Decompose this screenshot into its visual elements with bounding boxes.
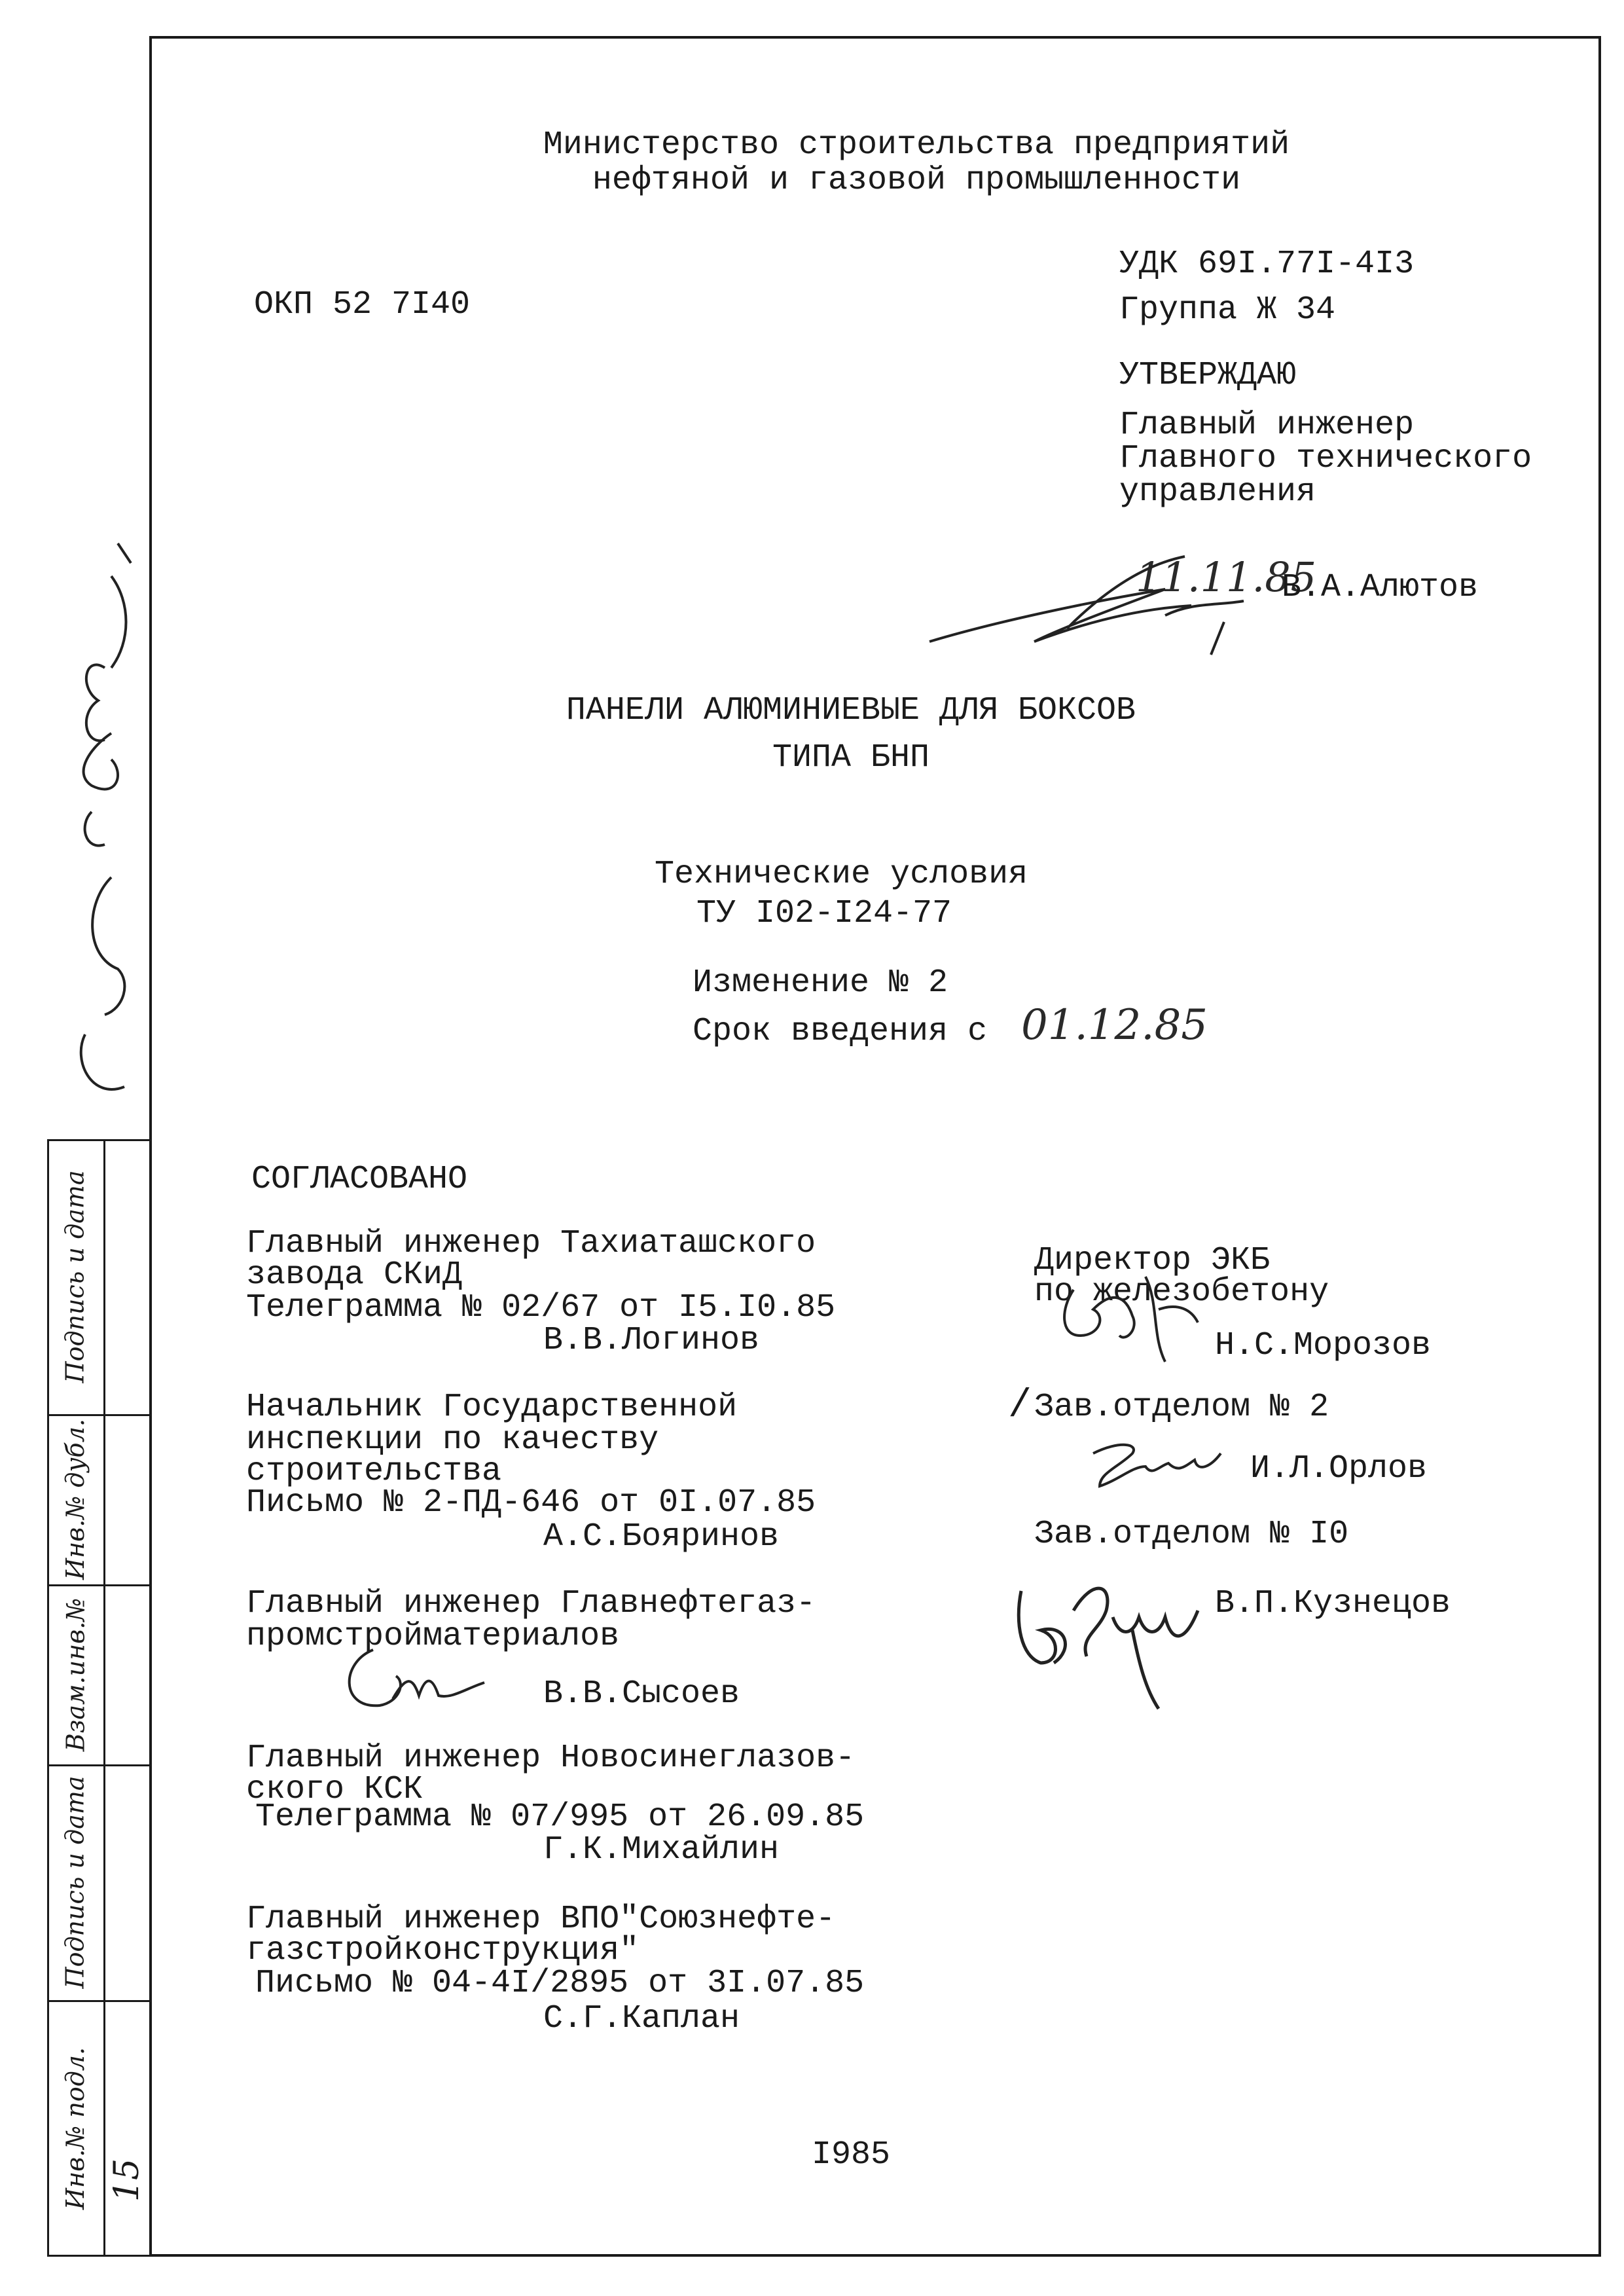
entry-line: Письмо № 2-ПД-646 от 0I.07.85	[246, 1484, 816, 1522]
entry-line: промстройматериалов	[246, 1618, 620, 1655]
approval-date-handwritten: 11.11.85	[1136, 553, 1317, 601]
entry-name: С.Г.Каплан	[543, 2000, 740, 2037]
sheet-number: 15	[107, 2158, 147, 2202]
entry-name: В.В.Логинов	[543, 1322, 760, 1359]
approval-name: В.А.Алютов	[1282, 569, 1479, 606]
entry-line: Главный инженер Новосинеглазов-	[246, 1740, 856, 1777]
signature-kuznetsov	[1001, 1565, 1237, 1722]
entry-line: Начальник Государственной	[246, 1389, 738, 1426]
director-name: Н.С.Морозов	[1215, 1327, 1432, 1364]
spec-change: Изменение № 2	[693, 964, 948, 1002]
spec-date-label: Срок введения с	[693, 1013, 988, 1050]
entry-line: строительства	[246, 1453, 502, 1490]
entry-line: Письмо № 04-4I/2895 от 3I.07.85	[255, 1965, 865, 2002]
agreed-label: СОГЛАСОВАНО	[251, 1161, 468, 1198]
ministry-line-1: Министерство строительства предприятий	[543, 126, 1290, 164]
ministry-line-2: нефтяной и газовой промышленности	[592, 162, 1241, 199]
slash-mark: /	[1008, 1384, 1032, 1429]
dept-2-label: Зав.отделом № 2	[1034, 1389, 1329, 1426]
signature-orlov	[1080, 1427, 1237, 1499]
group-code: Группа Ж 34	[1119, 291, 1336, 329]
approval-line-2: Главного технического	[1119, 440, 1532, 477]
udk-code: УДК 69I.77I-4I3	[1119, 246, 1415, 283]
entry-line: Телеграмма № 07/995 от 26.09.85	[255, 1798, 865, 1836]
stamp-label: Инв.№ подл.	[61, 2047, 90, 2210]
dept-10-name: В.П.Кузнецов	[1215, 1585, 1451, 1622]
entry-line: инспекции по качеству	[246, 1421, 659, 1459]
entry-line: газстройконструкция"	[246, 1932, 640, 1969]
approval-signature	[916, 543, 1283, 661]
entry-line: Главный инженер ВПО"Союзнефте-	[246, 1901, 836, 1938]
side-stamp	[47, 1139, 151, 2257]
okp-code: ОКП 52 7I40	[254, 286, 471, 323]
entry-line: Главный инженер Главнефтегаз-	[246, 1585, 816, 1622]
entry-name: В.В.Сысоев	[543, 1675, 740, 1713]
director-line-2: по железобетону	[1034, 1273, 1329, 1311]
entry-line: Главный инженер Тахиаташского	[246, 1225, 816, 1262]
entry-name: А.С.Бояринов	[543, 1518, 780, 1556]
signature-morozov	[1034, 1264, 1231, 1381]
approval-line-3: управления	[1119, 473, 1316, 511]
spec-line-1: Технические условия	[655, 856, 1028, 893]
stamp-label: Подпись и дата	[61, 1776, 90, 1989]
signature-sysoev	[334, 1637, 530, 1722]
stamp-label: Подпись и дата	[61, 1170, 90, 1383]
dept-2-name: И.Л.Орлов	[1250, 1450, 1428, 1487]
spec-line-2: ТУ I02-I24-77	[696, 895, 952, 932]
stamp-label: Взам.инв.№	[61, 1597, 90, 1751]
title-line-2: ТИПА БНП	[772, 739, 930, 776]
entry-line: ского КСК	[246, 1771, 424, 1808]
entry-line: завода СКиД	[246, 1256, 463, 1294]
entry-name: Г.К.Михайлин	[543, 1831, 780, 1868]
entry-line: Телеграмма № 02/67 от I5.I0.85	[246, 1289, 836, 1326]
approval-line-1: Главный инженер	[1119, 407, 1415, 444]
stamp-label: Инв.№ дубл.	[61, 1419, 90, 1580]
title-line-1: ПАНЕЛИ АЛЮМИНИЕВЫЕ ДЛЯ БОКСОВ	[566, 692, 1136, 729]
side-stamp-divider	[103, 1139, 105, 2257]
director-line-1: Директор ЭКБ	[1034, 1242, 1271, 1279]
approve-label: УТВЕРЖДАЮ	[1119, 357, 1297, 394]
margin-signature	[33, 537, 151, 1126]
dept-10-label: Зав.отделом № I0	[1034, 1516, 1349, 1553]
spec-date-handwritten: 01.12.85	[1021, 1001, 1208, 1049]
document-year: I985	[811, 2136, 891, 2174]
